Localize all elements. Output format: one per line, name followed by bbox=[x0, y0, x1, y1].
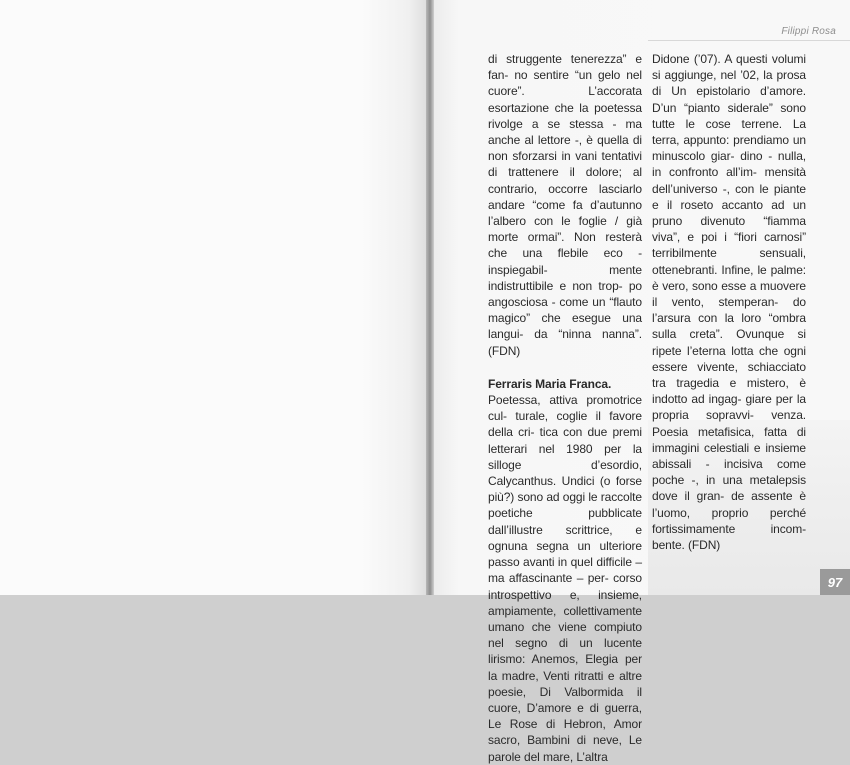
entry-title: Ferraris Maria Franca. bbox=[488, 376, 612, 391]
paragraph-ferraris-bio: Poetessa, attiva promotrice cul- turale, coglie il favore della cri- tica con due premi letterari nel 1980 per la silloge d’esordio, Calycanthus. Undici (o forse più?) sono ad oggi le raccolte poetiche pubblicate dall’illustre scrittrice, e ognuna segna un ulteriore passo avanti in quel difficile – ma affascinante – per- corso introspettivo e, insieme, ampiamente, collettivamente umano che viene compiuto nel segno di un lucente lirismo: Anemos, Elegia per la madre, Venti ritratti e altre poesie, Di Valbormida il cuore, D’amore e di guerra, Le Rose di Hebron, Amor sacro, Bambini di neve, Le parole del mare, L’altra bbox=[488, 393, 643, 764]
text-column-right bbox=[652, 51, 806, 553]
book-gutter bbox=[426, 0, 434, 595]
text-column-left bbox=[488, 51, 642, 765]
running-header-author: Filippi Rosa bbox=[781, 26, 836, 37]
left-page-blank bbox=[0, 0, 426, 595]
header-rule bbox=[648, 40, 850, 41]
page-number: 97 bbox=[820, 569, 850, 595]
paragraph-ferraris-review: Didone (’07). A questi volumi si aggiunge, nel ’02, la prosa di Un epistolario d’amore. D’un “pianto siderale” sono tutte le cose terrene. La terra, appunto: prendiamo un minuscolo giar- dino - nulla, in confronto all’im- mensità dell’universo -, con le piante e il roseto accanto ad un pruno divenuto “fiamma viva”, e poi i “fiori carnosi” terribilmente sensuali, ottenebranti. Infine, le palme: è vero, sono esse a muovere il vento, stemperan- do l’arsura con la loro “ombra sulla creta”. Ovunque si ripete l’eterna lotta che ogni essere vivente, schiacciato tra tragedia e mistero, è indotto ad ingag- giare per la propria sopravvi- venza. Poesia metafisica, fatta di immagini celestiali e insieme abissali - incisiva come poche -, in una metalepsis dove il gran- de assente è l’uomo, proprio perché fortissimamente incom- bente. (FDN) bbox=[652, 52, 807, 553]
paragraph-fdn-review: di struggente tenerezza” e fan- no sentire “un gelo nel cuore”. L’accorata esortazione che la poetessa rivolge a se stessa - ma anche al lettore -, è quella di non sforzarsi in vani tentativi di trattenere il dolore; al contrario, occorre lasciarlo andare “come fa d’autunno l’albero con le foglie / già morte ormai”. Non resterà che una flebile eco - inspiegabil- mente indistruttibile e non trop- po angosciosa - come un “flauto magico” che esegue una langui- da “ninna nanna”. (FDN) bbox=[488, 52, 643, 358]
